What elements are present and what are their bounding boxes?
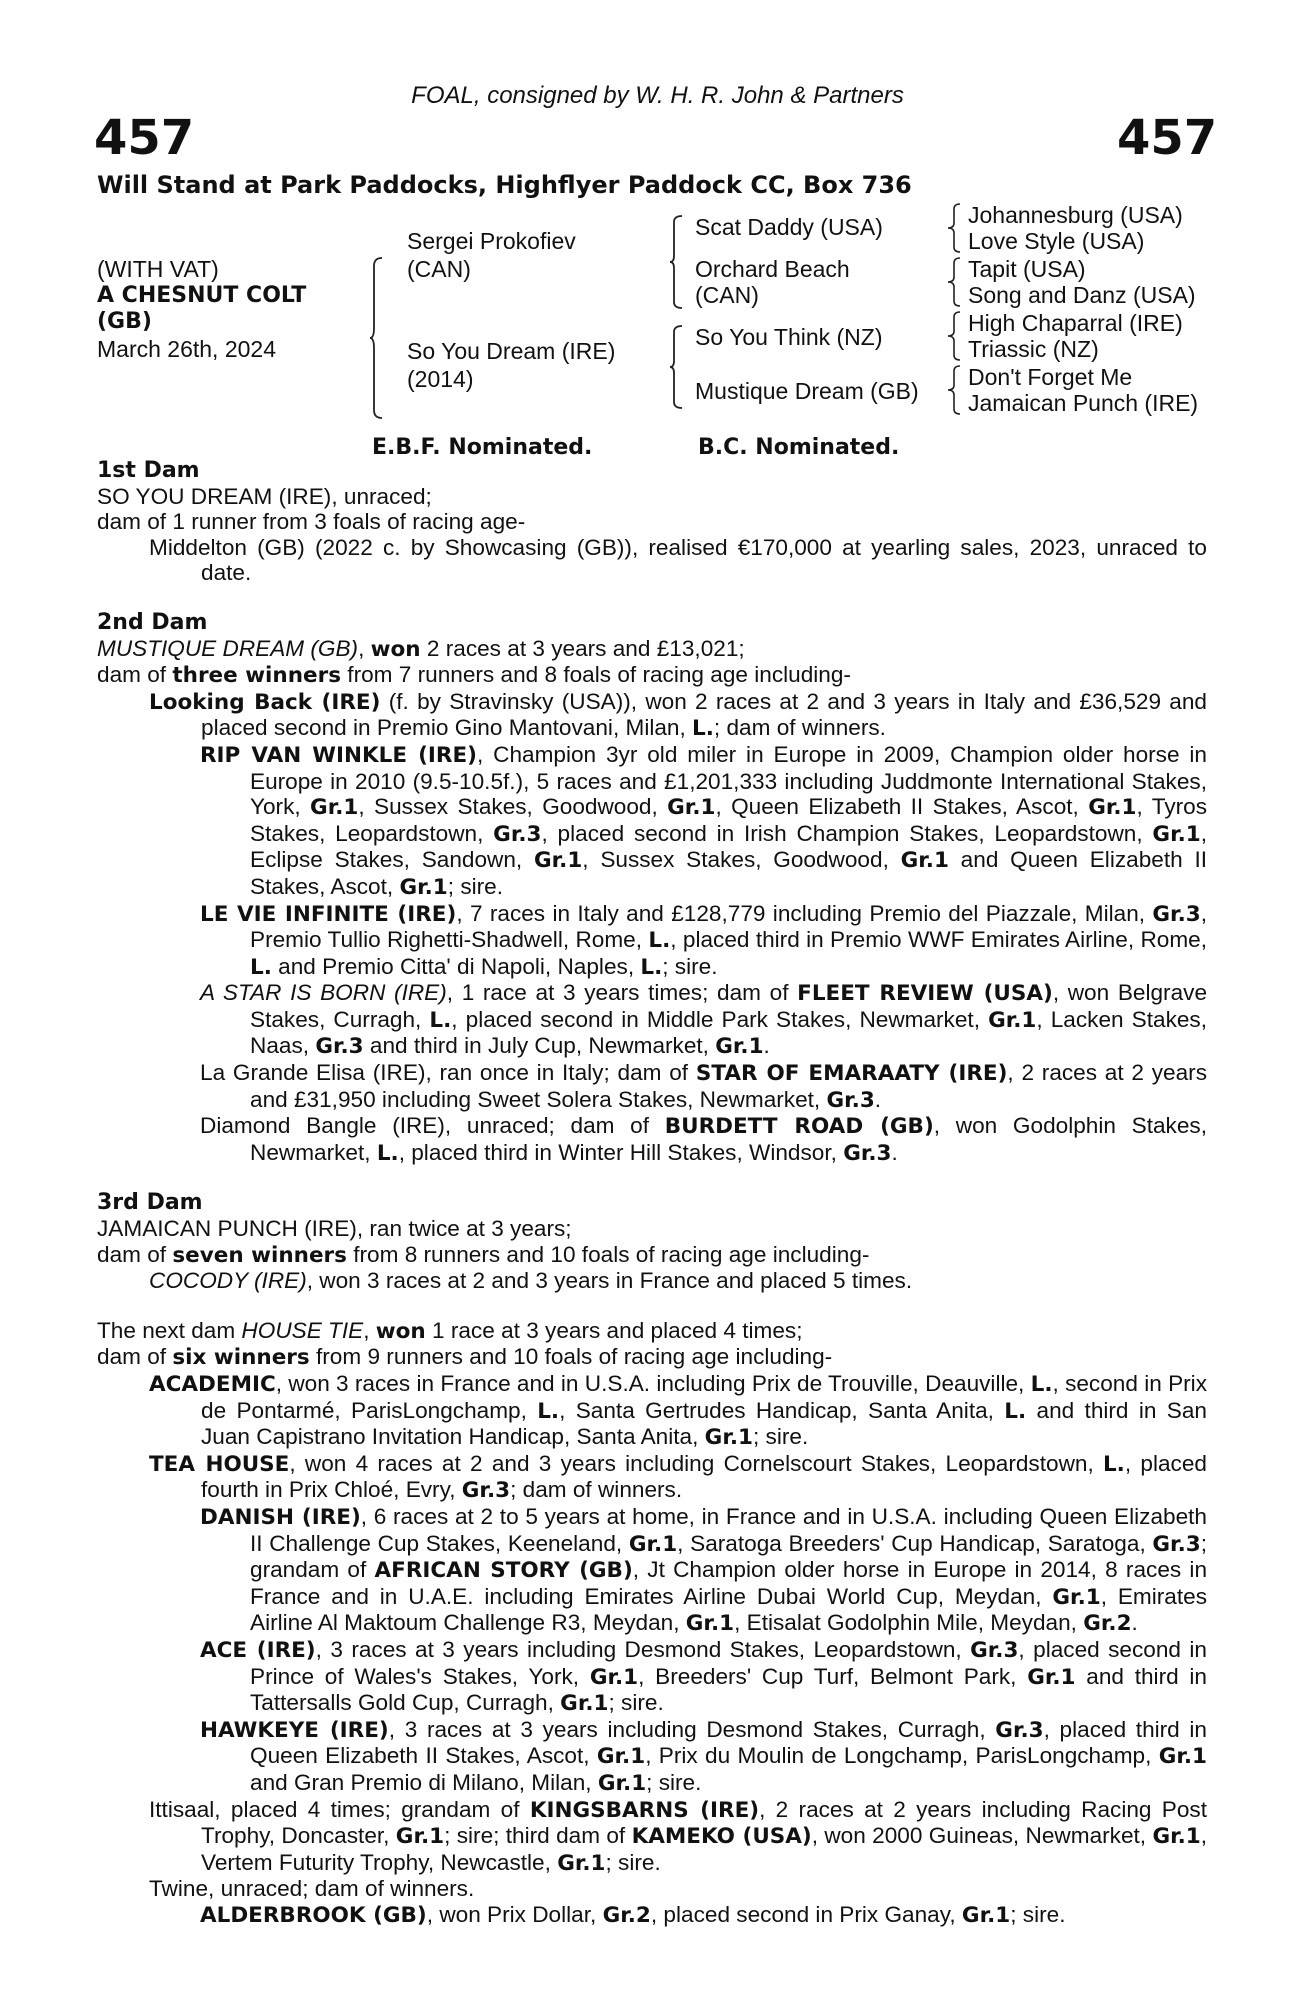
ped-ssd: Love Style (USA) bbox=[968, 228, 1145, 254]
pedigree-brace-2 bbox=[670, 216, 690, 308]
second-dam-heading: 2nd Dam bbox=[97, 609, 208, 635]
sire-country: (CAN) bbox=[407, 256, 471, 282]
produce-entry: RIP VAN WINKLE (IRE), Champion 3yr old miler in Europe in 2009, Champion older horse in Europe in 2010 (9.5-10.5f.), 5 races and £1,201,333 including Juddmonte International Stakes, York, Gr.1, Sussex Stakes, Goodwood, Gr.1, Queen Elizabeth II Stakes, Ascot, Gr.1, Tyros Stakes, Leopardstown, Gr.3, placed second in Irish Champion Stakes, Leopardstown, Gr.1, Eclipse Stakes, Sandown, Gr.1, Sussex Stakes, Goodwood, Gr.1 and Queen Elizabeth II Stakes, Ascot, Gr.1; sire. bbox=[200, 741, 1208, 900]
first-dam-line: SO YOU DREAM (IRE), unraced; bbox=[97, 483, 432, 509]
produce-entry: Looking Back (IRE) (f. by Stravinsky (USA)), won 2 races at 2 and 3 years in Italy and £36,529 and placed second in Premio Gino Mantovani, Milan, L.; dam of winners. bbox=[149, 688, 1207, 742]
produce-entry: Ittisaal, placed 4 times; grandam of KINGSBARNS (IRE), 2 races at 2 years including Racing Post Trophy, Doncaster, Gr.1; sire; third dam of KAMEKO (USA), won 2000 Guineas, Newmarket, Gr.1, Vertem Futurity Trophy, Newcastle, Gr.1; sire. bbox=[149, 1796, 1208, 1876]
dam-sire: So You Think (NZ) bbox=[695, 324, 883, 350]
produce-entry: HAWKEYE (IRE), 3 races at 3 years including Desmond Stakes, Curragh, Gr.3, placed third in Queen Elizabeth II Stakes, Ascot, Gr.1, Prix du Moulin de Longchamp, ParisLongchamp, Gr.1 and Gran Premio di Milano, Milan, Gr.1; sire. bbox=[200, 1716, 1207, 1796]
sire-name: Sergei Prokofiev bbox=[407, 228, 576, 254]
first-dam-heading: 1st Dam bbox=[97, 458, 200, 483]
produce-entry: Middelton (GB) (2022 c. by Showcasing (GB)), realised €170,000 at yearling sales, 2023, unraced to date. bbox=[149, 534, 1207, 586]
ped-dss: High Chaparral (IRE) bbox=[968, 310, 1183, 336]
dam-dam: Mustique Dream (GB) bbox=[695, 378, 919, 404]
pedigree-brace-6 bbox=[948, 312, 964, 360]
sire-sire: Scat Daddy (USA) bbox=[695, 214, 883, 240]
produce-entry: COCODY (IRE), won 3 races at 2 and 3 years in France and placed 5 times. bbox=[149, 1268, 913, 1294]
consignor-line: FOAL, consigned by W. H. R. John & Partners bbox=[411, 82, 904, 109]
lot-number-left: 457 bbox=[94, 110, 195, 166]
next-dam-produce: dam of six winners from 9 runners and 10 foals of racing age including- bbox=[97, 1344, 833, 1371]
ped-dsd: Triassic (NZ) bbox=[968, 336, 1099, 362]
second-dam-produce: dam of three winners from 7 runners and 8 foals of racing age including- bbox=[97, 662, 851, 689]
dam-year: (2014) bbox=[407, 366, 474, 392]
produce-entry: DANISH (IRE), 6 races at 2 to 5 years at home, in France and in U.S.A. including Queen Elizabeth II Challenge Cup Stakes, Keeneland, Gr.1, Saratoga Breeders' Cup Handicap, Saratoga, Gr.3; grandam of AFRICAN STORY (GB), Jt Champion older horse in Europe in 2014, 8 races in France and in U.A.E. including Emirates Airline Dubai World Cup, Meydan, Gr.1, Emirates Airline Al Maktoum Challenge R3, Meydan, Gr.1, Etisalat Godolphin Mile, Meydan, Gr.2. bbox=[200, 1503, 1208, 1637]
produce-entry: TEA HOUSE, won 4 races at 2 and 3 years including Cornelscourt Stakes, Leopardstown, L., placed fourth in Prix Chloé, Evry, Gr.3; dam of winners. bbox=[149, 1450, 1207, 1504]
ped-sdd: Song and Danz (USA) bbox=[968, 282, 1196, 308]
second-dam-line: MUSTIQUE DREAM (GB), won 2 races at 3 years and £13,021; bbox=[97, 635, 745, 662]
produce-entry: ACADEMIC, won 3 races in France and in U.S.A. including Prix de Trouville, Deauville, L., second in Prix de Pontarmé, ParisLongchamp, L., Santa Gertrudes Handicap, Santa Anita, L. and third in San Juan Capistrano Invitation Handicap, Santa Anita, Gr.1; sire. bbox=[149, 1371, 1207, 1451]
stand-location: Will Stand at Park Paddocks, Highflyer Paddock CC, Box 736 bbox=[97, 171, 912, 199]
ped-sds: Tapit (USA) bbox=[968, 256, 1086, 282]
pedigree-brace-4 bbox=[948, 204, 964, 252]
foaling-date: March 26th, 2024 bbox=[97, 336, 277, 362]
sire-dam: Orchard Beach bbox=[695, 256, 850, 282]
dam-name: So You Dream (IRE) bbox=[407, 338, 616, 364]
sire-dam-country: (CAN) bbox=[695, 282, 759, 308]
vat-note: (WITH VAT) bbox=[97, 256, 219, 282]
produce-entry: ACE (IRE), 3 races at 3 years including Desmond Stakes, Leopardstown, Gr.3, placed second in Prince of Wales's Stakes, York, Gr.1, Breeders' Cup Turf, Belmont Park, Gr.1 and third in Tattersalls Gold Cup, Curragh, Gr.1; sire. bbox=[200, 1636, 1207, 1717]
produce-entry: A STAR IS BORN (IRE), 1 race at 3 years times; dam of FLEET REVIEW (USA), won Belgrave Stakes, Curragh, L., placed second in Middle Park Stakes, Newmarket, Gr.1, Lacken Stakes, Naas, Gr.3 and third in July Cup, Newmarket, Gr.1. bbox=[200, 980, 1208, 1060]
ped-sss: Johannesburg (USA) bbox=[968, 202, 1183, 228]
produce-entry: La Grande Elisa (IRE), ran once in Italy; dam of STAR OF EMARAATY (IRE), 2 races at 2 years and £31,950 including Sweet Solera Stakes, Newmarket, Gr.3. bbox=[200, 1060, 1207, 1113]
produce-entry: ALDERBROOK (GB), won Prix Dollar, Gr.2, placed second in Prix Ganay, Gr.1; sire. bbox=[200, 1901, 1066, 1928]
pedigree-brace-5 bbox=[948, 258, 964, 306]
horse-name-country: (GB) bbox=[97, 309, 152, 334]
produce-entry: Twine, unraced; dam of winners. bbox=[149, 1876, 475, 1902]
third-dam-heading: 3rd Dam bbox=[97, 1190, 203, 1216]
horse-name: A CHESNUT COLT bbox=[97, 283, 307, 308]
third-dam-produce: dam of seven winners from 8 runners and 10 foals of racing age including- bbox=[97, 1241, 870, 1268]
produce-entry: LE VIE INFINITE (IRE), 7 races in Italy and £128,779 including Premio del Piazzale, Milan, Gr.3, Premio Tullio Righetti-Shadwell, Rome, L., placed third in Premio WWF Emirates Airline, Rome, L. and Premio Citta' di Napoli, Naples, L.; sire. bbox=[200, 900, 1207, 980]
ped-ddd: Jamaican Punch (IRE) bbox=[968, 390, 1199, 416]
bc-nomination: B.C. Nominated. bbox=[698, 435, 900, 460]
pedigree-brace-1 bbox=[370, 258, 390, 418]
third-dam-line: JAMAICAN PUNCH (IRE), ran twice at 3 years; bbox=[97, 1216, 572, 1242]
first-dam-produce: dam of 1 runner from 3 foals of racing age- bbox=[97, 509, 526, 535]
produce-entry: Diamond Bangle (IRE), unraced; dam of BURDETT ROAD (GB), won Godolphin Stakes, Newmarket, L., placed third in Winter Hill Stakes, Windsor, Gr.3. bbox=[200, 1113, 1207, 1166]
dam-history bbox=[97, 458, 1207, 1928]
lot-number-right: 457 bbox=[1117, 110, 1218, 166]
next-dam-line: The next dam HOUSE TIE, won 1 race at 3 years and placed 4 times; bbox=[97, 1317, 803, 1344]
ped-dds: Don't Forget Me bbox=[968, 364, 1133, 390]
pedigree-brace-3 bbox=[670, 326, 690, 408]
ebf-nomination: E.B.F. Nominated. bbox=[372, 435, 593, 460]
pedigree-brace-7 bbox=[948, 366, 964, 414]
